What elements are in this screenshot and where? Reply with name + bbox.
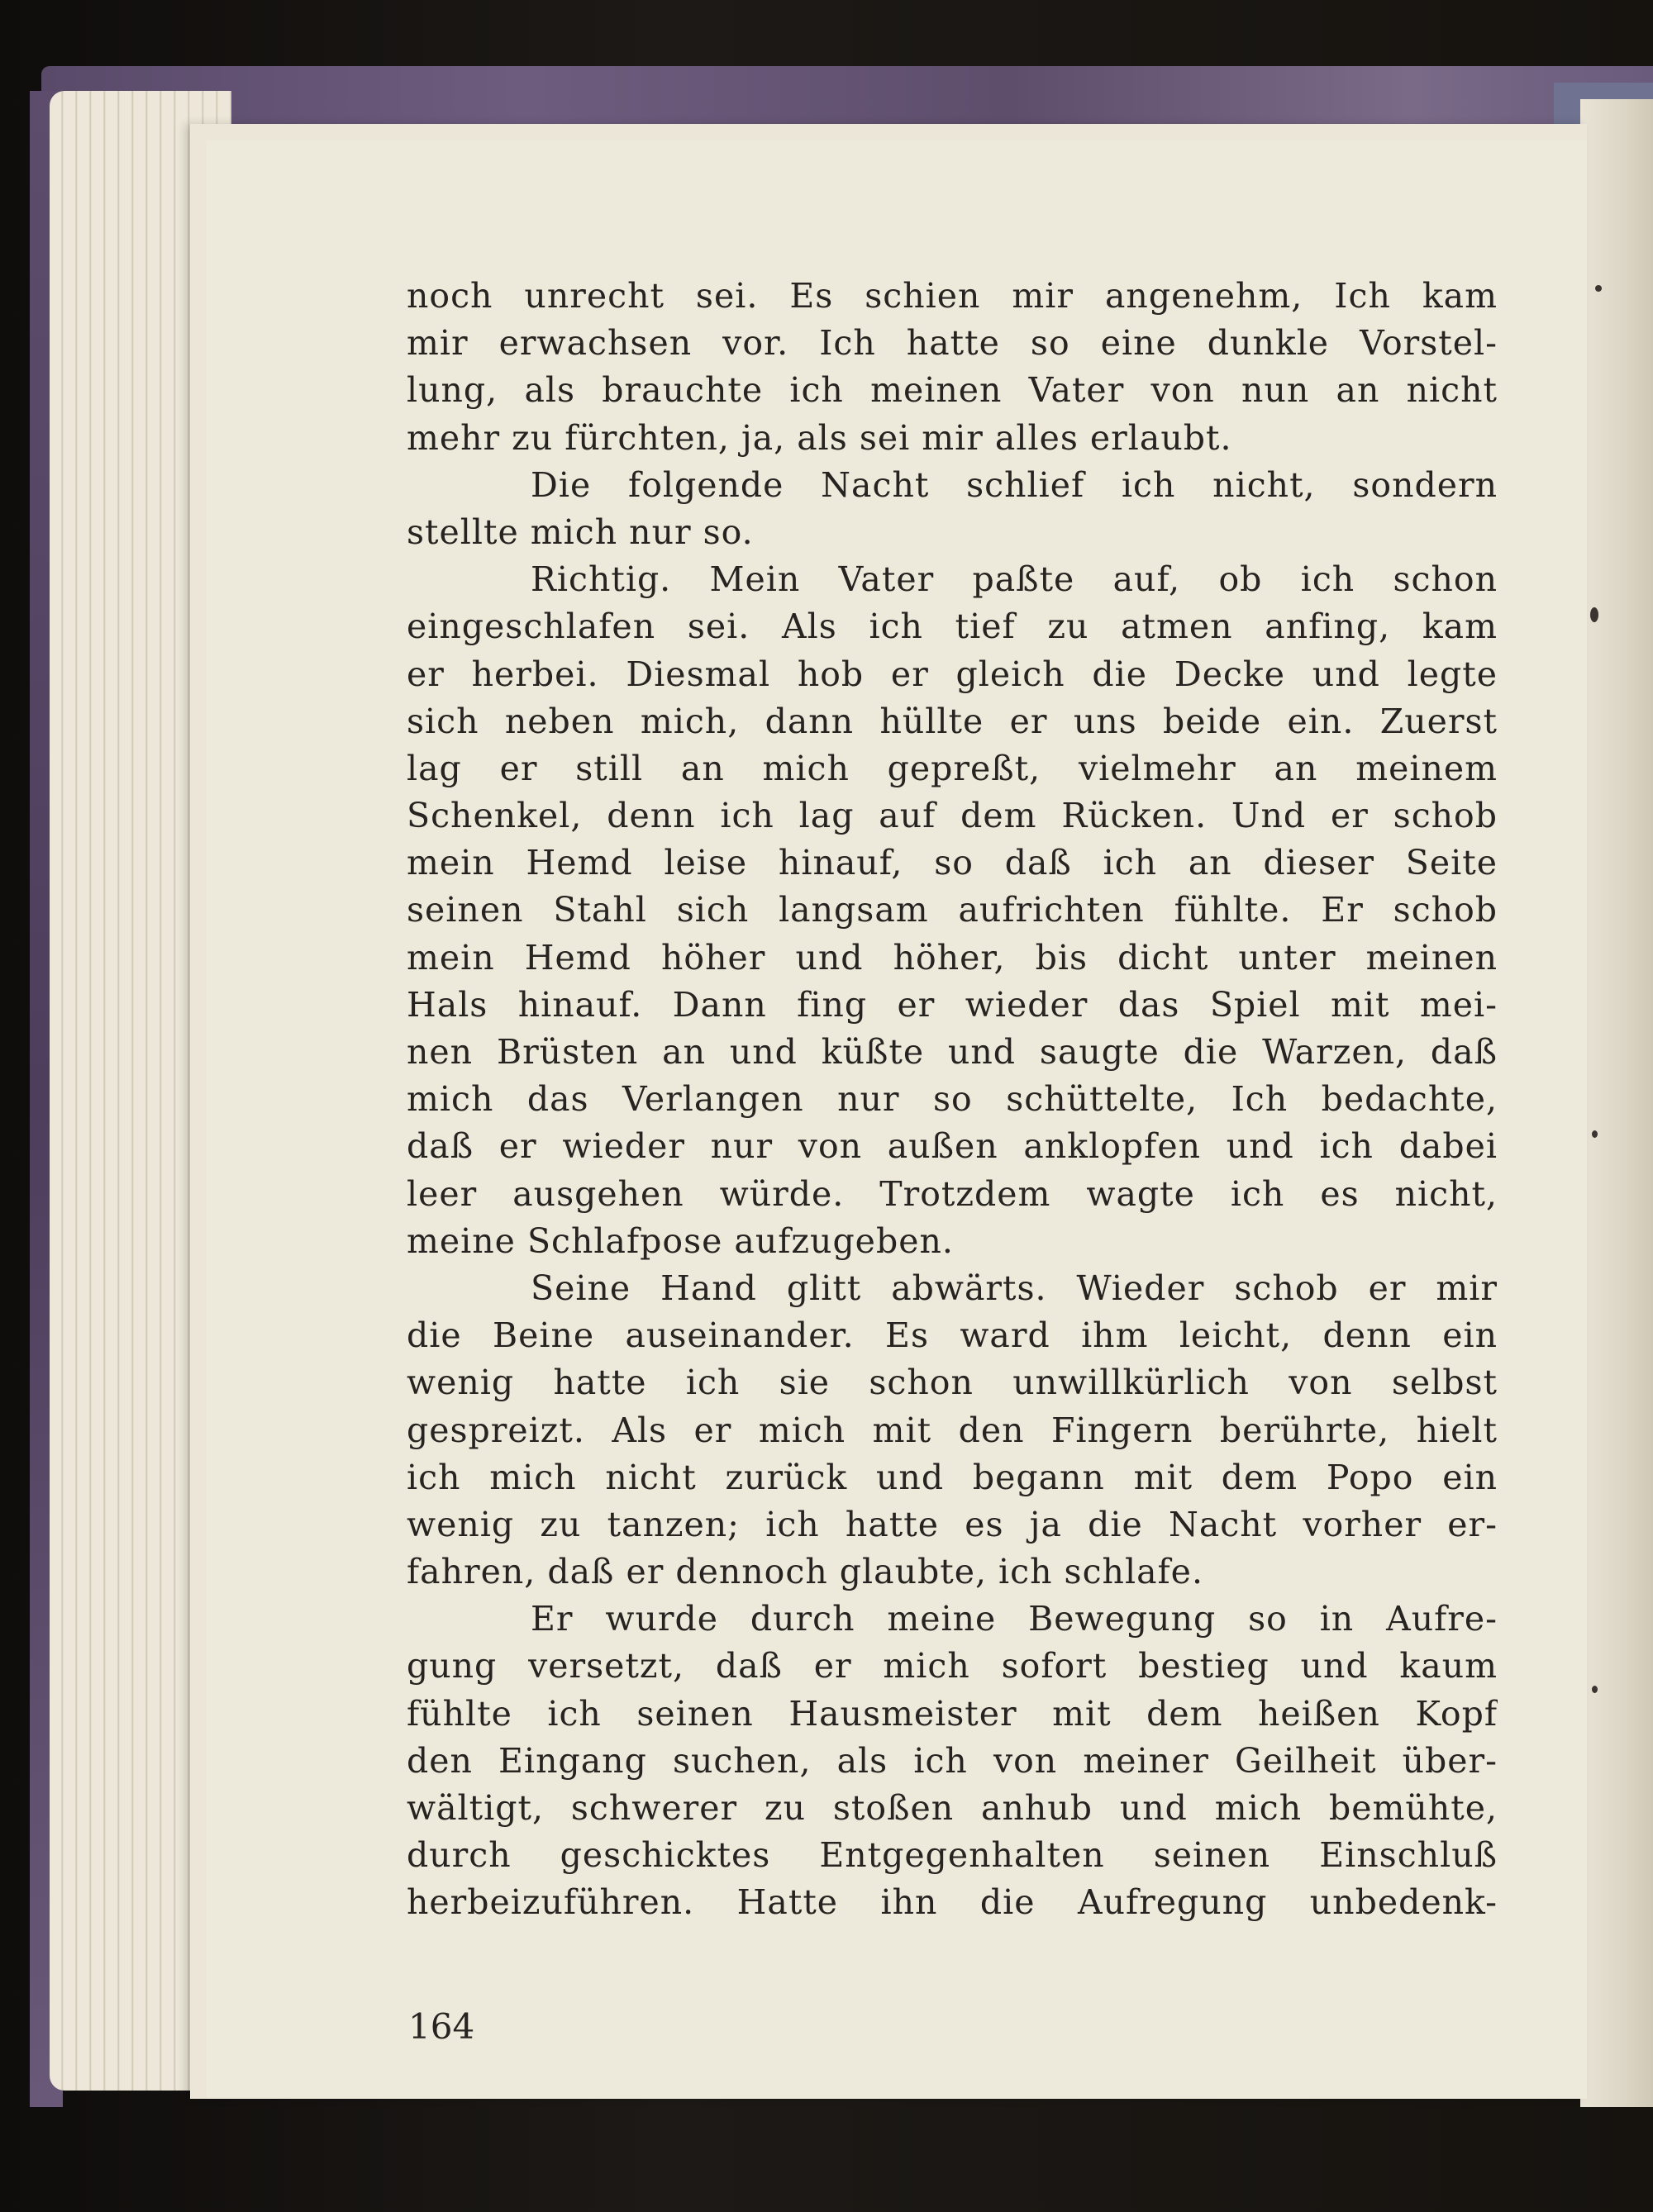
text-line: nen Brüsten an und küßte und saugte die Warzen, daß — [407, 1032, 1498, 1072]
text-line: Hals hinauf. Dann fing er wieder das Spiel mit mei- — [407, 984, 1498, 1025]
edge-mark — [1595, 285, 1602, 292]
text-line: lag er still an mich gepreßt, vielmehr an meinem — [407, 748, 1498, 788]
text-line: noch unrecht sei. Es schien mir angenehm, Ich kam — [407, 276, 1498, 316]
edge-mark — [1592, 1130, 1598, 1138]
text-line: er herbei. Diesmal hob er gleich die Decke und legte — [407, 654, 1498, 694]
text-line: eingeschlafen sei. Als ich tief zu atmen anfing, kam — [407, 607, 1498, 647]
edge-mark — [1590, 607, 1598, 622]
text-line: mein Hemd leise hinauf, so daß ich an dieser Seite — [407, 843, 1498, 883]
text-line: fühlte ich seinen Hausmeister mit dem heißen Kopf — [407, 1693, 1498, 1734]
facing-page-edge — [1580, 99, 1653, 2107]
text-line: sich neben mich, dann hüllte er uns beide ein. Zuerst — [407, 701, 1498, 741]
text-line: wenig hatte ich sie schon unwillkürlich von selbst — [407, 1363, 1498, 1403]
text-line: lung, als brauchte ich meinen Vater von nun an nicht — [407, 370, 1498, 411]
page-number: 164 — [408, 2006, 475, 2047]
text-line: mir erwachsen vor. Ich hatte so eine dunkle Vorstel- — [407, 323, 1498, 364]
text-line: stellte mich nur so. — [407, 511, 754, 552]
text-line: seinen Stahl sich langsam aufrichten fühlte. Er schob — [407, 890, 1498, 930]
text-line: mein Hemd höher und höher, bis dicht unter meinen — [407, 937, 1498, 978]
text-line: fahren, daß er dennoch glaubte, ich schlafe. — [407, 1552, 1203, 1592]
edge-mark — [1592, 1686, 1598, 1693]
text-line: durch geschicktes Entgegenhalten seinen Einschluß — [407, 1835, 1498, 1876]
text-line: gung versetzt, daß er mich sofort bestieg und kaum — [407, 1646, 1498, 1686]
text-line: mich das Verlangen nur so schüttelte, Ich bedachte, — [407, 1079, 1498, 1120]
text-line: Seine Hand glitt abwärts. Wieder schob er mir — [531, 1268, 1498, 1308]
text-line: wältigt, schwerer zu stoßen anhub und mich bemühte, — [407, 1788, 1498, 1828]
text-line: Richtig. Mein Vater paßte auf, ob ich schon — [531, 559, 1498, 600]
text-line: leer ausgehen würde. Trotzdem wagte ich es nicht, — [407, 1173, 1498, 1214]
text-line: ich mich nicht zurück und begann mit dem Popo ein — [407, 1457, 1498, 1497]
text-line: daß er wieder nur von außen anklopfen und ich dabei — [407, 1126, 1498, 1167]
text-line: mehr zu fürchten, ja, als sei mir alles erlaubt. — [407, 417, 1232, 458]
text-line: Die folgende Nacht schlief ich nicht, sondern — [531, 464, 1498, 505]
text-line: meine Schlafpose aufzugeben. — [407, 1220, 954, 1261]
text-line: Er wurde durch meine Bewegung so in Aufre- — [531, 1599, 1498, 1639]
page-text-block — [407, 273, 1498, 1927]
text-line: Schenkel, denn ich lag auf dem Rücken. Und er schob — [407, 796, 1498, 836]
text-line: gespreizt. Als er mich mit den Fingern berührte, hielt — [407, 1410, 1498, 1450]
text-line: die Beine auseinander. Es ward ihm leicht, denn ein — [407, 1315, 1498, 1356]
text-line: herbeizuführen. Hatte ihn die Aufregung unbedenk- — [407, 1882, 1498, 1923]
text-line: den Eingang suchen, als ich von meiner Geilheit über- — [407, 1740, 1498, 1781]
text-line: wenig zu tanzen; ich hatte es ja die Nacht vorher er- — [407, 1504, 1498, 1544]
